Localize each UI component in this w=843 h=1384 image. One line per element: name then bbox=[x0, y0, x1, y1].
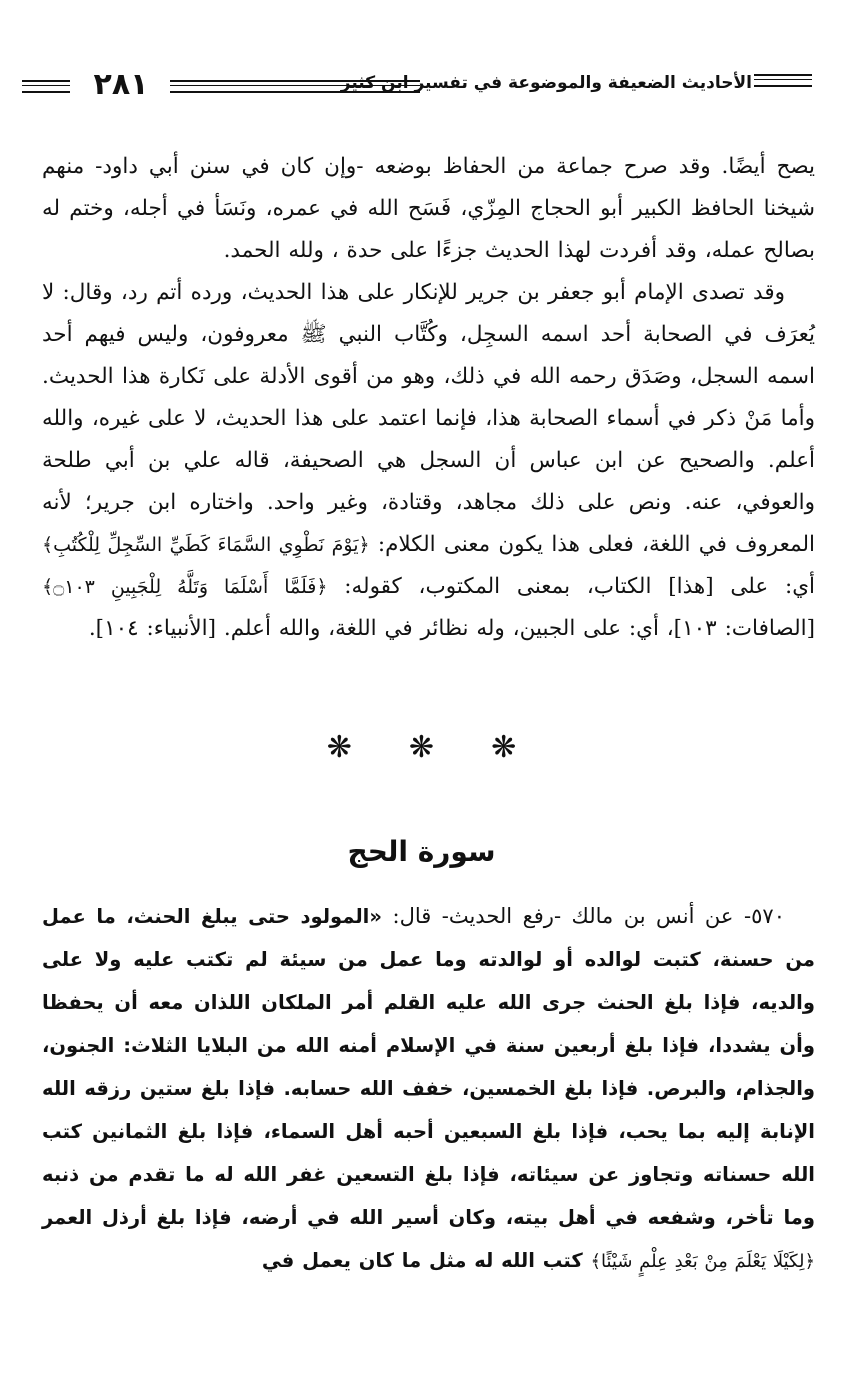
hadith-paragraph bbox=[42, 895, 815, 1283]
paragraph-text: أي: على [هذا] الكتاب، بمعنى المكتوب، كقوله: bbox=[344, 574, 815, 599]
section-separator bbox=[0, 728, 843, 768]
hadith-intro: عن أنس بن مالك -رفع الحديث- قال: bbox=[392, 904, 734, 928]
paragraph-text: [الصافات: ١٠٣]، أي: على الجبين، وله نظائر في اللغة، والله أعلم. [الأنبياء: ١٠٤]. bbox=[88, 616, 815, 641]
paragraph-text: يصح أيضًا. وقد صرح جماعة من الحفاظ بوضعه -وإن كان في سنن أبي داود- منهم شيخنا الحافظ الكبير أبو الحجاج المِزّي، فَسَح الله في عمره، ونَسَأ في أجله، وختم له بصالح عمله، وقد أفردت لهذا الحديث جزءًا على حدة ، ولله الحمد. bbox=[42, 154, 815, 263]
page-number: ٢٨١ bbox=[93, 67, 149, 102]
paragraph-text: وقد تصدى الإمام أبو جعفر بن جرير للإنكار على هذا الحديث، ورده أتم رد، وقال: لا يُعرَف في الصحابة أحد اسمه السجِل، وكُتَّاب النبي ﷺ معروفون، وليس فيهم أحد اسمه السجل، وصَدَق رحمه الله في ذلك، وهو من أقوى الأدلة على نَكارة هذا الحديث. وأما مَنْ ذكر في أسماء الصحابة هذا، فإنما اعتمد على هذا الحديث، لا على غيره، والله أعلم. والصحيح عن ابن عباس أن السجل هي الصحيفة، قاله علي بن أبي طلحة والعوفي، عنه. ونص على ذلك مجاهد، وقتادة، وغير واحد. واختاره ابن جرير؛ لأنه المعروف في اللغة، فعلى هذا يكون معنى الكلام: bbox=[42, 280, 815, 557]
paragraph-ibn-jarir bbox=[42, 272, 815, 650]
asterisk-ornament: ❋ bbox=[326, 730, 352, 765]
asterisk-ornament: ❋ bbox=[408, 730, 435, 765]
quran-verse: ﴿لِكَيْلَا يَعْلَمَ مِنْ بَعْدِ عِلْمٍ شَيْئًا﴾ bbox=[590, 1251, 815, 1272]
header-rule-left bbox=[22, 80, 70, 93]
header-rule-right bbox=[754, 74, 812, 87]
hadith-number: ٥٧٠- bbox=[744, 904, 785, 928]
running-header bbox=[22, 66, 792, 106]
quran-verse: ﴿يَوْمَ نَطْوِي السَّمَاءَ كَطَيِّ السِّجِلِّ لِلْكُتُبِ﴾ bbox=[42, 534, 370, 556]
quran-verse: ﴿فَلَمَّا أَسْلَمَا وَتَلَّهُ لِلْجَبِينِ ۝١٠٣﴾ bbox=[42, 576, 328, 598]
paragraph-continuation bbox=[42, 146, 815, 272]
hadith-text: كتب الله له مثل ما كان يعمل في bbox=[261, 1249, 583, 1272]
hadith-text: «المولود حتى يبلغ الحنث، ما عمل من حسنة، كتبت لوالده أو لوالدته وما عمل من سيئة لم تكتب عليه ولا على والديه، فإذا بلغ الحنث جرى الله عليه القلم أمر الملكان اللذان معه أن يحفظا وأن يشددا، فإذا بلغ أربعين سنة في الإسلام أمنه الله من البلايا الثلاث: الجنون، والجذام، والبرص. فإذا بلغ الخمسين، خفف الله حسابه. فإذا بلغ ستين رزقه الله الإنابة إليه بما يحب، فإذا بلغ السبعين أحبه أهل السماء، فإذا بلغ الثمانين كتب الله حسناته وتجاوز عن سيئاته، فإذا بلغ التسعين غفر الله له ما تقدم من ذنبه وما تأخر، وشفعه في أهل بيته، وكان أسير الله في أرضه، فإذا بلغ أرذل العمر bbox=[42, 905, 815, 1229]
surah-heading: سورة الحج bbox=[347, 835, 496, 868]
book-title: الأحاديث الضعيفة والموضوعة في تفسير ابن كثير bbox=[340, 73, 752, 93]
asterisk-ornament: ❋ bbox=[491, 730, 517, 765]
